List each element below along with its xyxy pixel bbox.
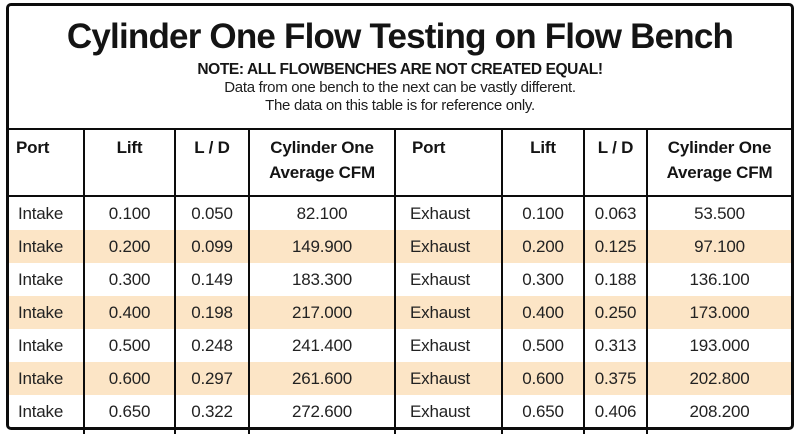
cell-port: Exhaust bbox=[395, 263, 502, 296]
cell-port: Intake bbox=[9, 362, 84, 395]
table-row bbox=[9, 329, 791, 362]
note-detail-2: The data on this table is for reference only. bbox=[265, 97, 535, 114]
cell-cfm: 261.600 bbox=[249, 362, 395, 395]
cell-ld: 0.063 bbox=[584, 196, 647, 230]
cell-ld: 0.406 bbox=[584, 395, 647, 434]
cell-lift: 0.650 bbox=[502, 395, 584, 434]
cell-lift: 0.500 bbox=[502, 329, 584, 362]
cell-port: Intake bbox=[9, 296, 84, 329]
table-row bbox=[9, 362, 791, 395]
column-header-port-intake: Port bbox=[9, 129, 84, 196]
cell-lift: 0.200 bbox=[84, 230, 175, 263]
cell-cfm: 241.400 bbox=[249, 329, 395, 362]
cell-lift: 0.400 bbox=[84, 296, 175, 329]
cell-port: Intake bbox=[18, 204, 64, 223]
cell-lift: 0.650 bbox=[84, 395, 175, 434]
column-header-lift-exhaust: Lift bbox=[502, 129, 584, 196]
cell-lift: 0.500 bbox=[84, 329, 175, 362]
cell-lift: 0.600 bbox=[502, 362, 584, 395]
cell-ld: 0.198 bbox=[175, 296, 249, 329]
column-header-ld-exhaust: L / D bbox=[584, 129, 647, 196]
table-row bbox=[9, 230, 791, 263]
note-detail-1: Data from one bench to the next can be vastly different. bbox=[224, 79, 576, 96]
table-row bbox=[9, 395, 791, 434]
column-header-cfm-intake: Cylinder One Average CFM bbox=[249, 129, 395, 196]
cell-cfm: 193.000 bbox=[647, 329, 791, 362]
column-header-cfm-exhaust: Cylinder One Average CFM bbox=[647, 129, 791, 196]
cell-ld: 0.250 bbox=[584, 296, 647, 329]
note-headline: NOTE: ALL FLOWBENCHES ARE NOT CREATED EQUAL! bbox=[197, 61, 603, 78]
cell-lift: 0.600 bbox=[84, 362, 175, 395]
cell-port: Exhaust bbox=[395, 296, 502, 329]
cell-ld: 0.375 bbox=[584, 362, 647, 395]
cell-lift: 0.300 bbox=[84, 263, 175, 296]
cell-port: Intake bbox=[18, 336, 64, 355]
cell-lift: 0.400 bbox=[502, 296, 584, 329]
cell-cfm: 136.100 bbox=[647, 263, 791, 296]
cell-lift: 0.100 bbox=[84, 196, 175, 230]
cell-cfm: 82.100 bbox=[249, 196, 395, 230]
table-row bbox=[9, 296, 791, 329]
cell-ld: 0.297 bbox=[175, 362, 249, 395]
cell-ld: 0.125 bbox=[584, 230, 647, 263]
cell-port: Exhaust bbox=[395, 362, 502, 395]
page-title: Cylinder One Flow Testing on Flow Bench bbox=[66, 17, 734, 56]
flow-data-table bbox=[9, 128, 791, 434]
cell-cfm: 97.100 bbox=[647, 230, 791, 263]
cell-port: Exhaust bbox=[395, 230, 502, 263]
table-row bbox=[9, 196, 791, 230]
cell-port: Intake bbox=[18, 402, 64, 421]
cell-cfm: 202.800 bbox=[647, 362, 791, 395]
cell-lift: 0.200 bbox=[502, 230, 584, 263]
cell-ld: 0.050 bbox=[175, 196, 249, 230]
column-header-lift-intake: Lift bbox=[84, 129, 175, 196]
cell-port: Exhaust bbox=[395, 395, 502, 434]
cell-cfm: 173.000 bbox=[647, 296, 791, 329]
table-header-row bbox=[9, 129, 791, 196]
cell-ld: 0.248 bbox=[175, 329, 249, 362]
column-header-ld-intake: L / D bbox=[175, 129, 249, 196]
cell-ld: 0.313 bbox=[584, 329, 647, 362]
cell-cfm: 208.200 bbox=[647, 395, 791, 434]
cell-lift: 0.100 bbox=[502, 196, 584, 230]
cell-lift: 0.300 bbox=[502, 263, 584, 296]
cell-port: Exhaust bbox=[395, 196, 502, 230]
cell-cfm: 183.300 bbox=[249, 263, 395, 296]
table-row bbox=[9, 263, 791, 296]
header-block bbox=[9, 6, 791, 128]
column-header-port-exhaust: Port bbox=[395, 129, 502, 196]
cell-ld: 0.188 bbox=[584, 263, 647, 296]
flow-test-sheet bbox=[6, 3, 794, 430]
cell-cfm: 217.000 bbox=[249, 296, 395, 329]
cell-ld: 0.149 bbox=[175, 263, 249, 296]
cell-port: Intake bbox=[9, 230, 84, 263]
cell-cfm: 272.600 bbox=[249, 395, 395, 434]
cell-ld: 0.099 bbox=[175, 230, 249, 263]
cell-cfm: 149.900 bbox=[249, 230, 395, 263]
cell-cfm: 53.500 bbox=[647, 196, 791, 230]
cell-ld: 0.322 bbox=[175, 395, 249, 434]
cell-port: Intake bbox=[18, 270, 64, 289]
cell-port: Exhaust bbox=[395, 329, 502, 362]
